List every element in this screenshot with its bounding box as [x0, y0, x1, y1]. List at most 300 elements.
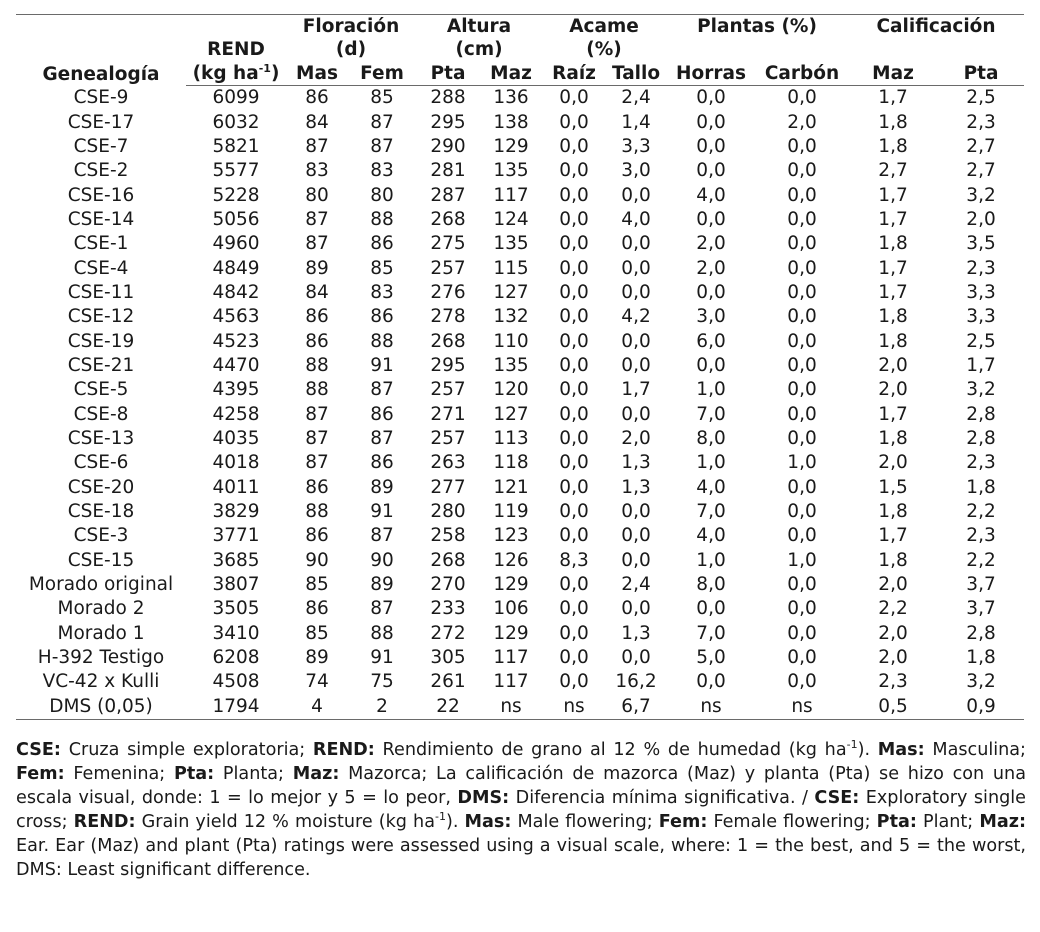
footnote-term: DMS:	[457, 788, 510, 808]
cell-tallo: 0,0	[621, 354, 651, 376]
cell-rend: 4258	[212, 403, 260, 425]
cell-tallo: 1,3	[621, 622, 651, 644]
cell-altura-pta: 271	[430, 403, 466, 425]
cell-genealogia: CSE-12	[67, 306, 135, 328]
table-row	[16, 86, 1024, 111]
cell-fem: 89	[370, 574, 394, 596]
cell-rend: 4508	[212, 671, 260, 693]
table-row	[16, 476, 1024, 500]
footnote-term: CSE:	[814, 788, 860, 808]
footnote-text: Mazorca; La calificación de mazorca (Maz) y planta (Pta) se hizo con una escala visual, donde: 1 = lo mejor y 5 = lo peor,	[16, 764, 1026, 808]
cell-mas: 86	[305, 476, 329, 498]
footnote-text: Femenina;	[64, 764, 174, 784]
header-calificacion: Calificación	[848, 15, 1024, 62]
cell-calif-pta: 1,7	[966, 354, 996, 376]
cell-altura-maz: 117	[493, 184, 529, 206]
cell-calif-maz: 0,5	[848, 695, 938, 720]
table-row	[16, 378, 1024, 402]
footnote-term: CSE:	[16, 740, 61, 760]
cell-horras: 0,0	[696, 671, 726, 693]
cell-calif-pta: 3,3	[966, 281, 996, 303]
cell-calif-maz: 2,0	[878, 622, 908, 644]
cell-calif-pta: 2,8	[966, 622, 996, 644]
cell-rend: 5577	[212, 160, 260, 182]
cell-mas: 87	[305, 403, 329, 425]
header-altura	[416, 15, 542, 62]
footnote-text: Planta;	[214, 764, 293, 784]
cell-altura-pta: 295	[430, 111, 466, 133]
cell-carbon: 0,0	[787, 354, 817, 376]
cell-calif-pta: 1,8	[966, 476, 996, 498]
cell-mas: 87	[305, 452, 329, 474]
header-calif-maz: Maz	[848, 61, 938, 86]
header-acame	[542, 15, 666, 62]
footnote-term: Pta:	[173, 764, 215, 784]
cell-raiz: 0,0	[559, 574, 589, 596]
header-rend: REND	[186, 15, 286, 62]
cell-fem: 86	[370, 403, 394, 425]
cell-raiz: 0,0	[559, 257, 589, 279]
cell-carbon: 0,0	[787, 476, 817, 498]
cell-mas: 86	[305, 330, 329, 352]
cell-altura-maz: 119	[493, 501, 529, 523]
cell-raiz: 8,3	[559, 549, 589, 571]
cell-altura-maz: 110	[493, 330, 529, 352]
cell-altura-maz: 106	[493, 598, 529, 620]
footnote-text: Masculina;	[924, 740, 1026, 760]
cell-carbon: 0,0	[787, 403, 817, 425]
footnote-text: ).	[857, 740, 878, 760]
cell-raiz: 0,0	[559, 403, 589, 425]
results-table	[16, 14, 1024, 720]
cell-rend: 4470	[212, 354, 260, 376]
cell-calif-maz: 2,3	[878, 671, 908, 693]
cell-rend: 4842	[212, 281, 260, 303]
cell-altura-maz: 135	[493, 233, 529, 255]
header-acame-label: Acame	[569, 16, 639, 37]
cell-rend: 4011	[212, 476, 260, 498]
cell-calif-maz: 2,7	[878, 160, 908, 182]
cell-altura-pta: 268	[430, 549, 466, 571]
cell-mas: 80	[305, 184, 329, 206]
cell-tallo: 6,7	[606, 695, 666, 720]
cell-carbon: 0,0	[787, 671, 817, 693]
cell-calif-maz: 1,8	[878, 306, 908, 328]
cell-raiz: 0,0	[559, 281, 589, 303]
table-row	[16, 573, 1024, 597]
cell-mas: 88	[305, 354, 329, 376]
cell-tallo: 1,3	[621, 476, 651, 498]
cell-tallo: 2,4	[621, 87, 651, 109]
table-footnote	[16, 738, 1026, 882]
cell-mas: 89	[305, 647, 329, 669]
cell-calif-pta: 2,8	[966, 403, 996, 425]
cell-altura-maz: 120	[493, 379, 529, 401]
cell-raiz: 0,0	[559, 452, 589, 474]
footnote-text: ).	[445, 812, 465, 832]
cell-calif-pta: 2,7	[966, 160, 996, 182]
cell-mas: 4	[286, 695, 348, 720]
cell-genealogia: CSE-13	[67, 427, 135, 449]
table-row	[16, 305, 1024, 329]
cell-altura-pta: 268	[430, 208, 466, 230]
cell-genealogia: CSE-6	[73, 452, 129, 474]
cell-altura-pta: 277	[430, 476, 466, 498]
footnote-text: Diferencia mínima significativa. /	[509, 788, 815, 808]
cell-altura-maz: 138	[493, 111, 529, 133]
cell-calif-pta: 2,7	[966, 135, 996, 157]
cell-raiz: 0,0	[559, 208, 589, 230]
cell-mas: 88	[305, 379, 329, 401]
footnote-term: REND:	[312, 740, 375, 760]
cell-horras: 0,0	[696, 354, 726, 376]
cell-horras: 0,0	[696, 111, 726, 133]
cell-fem: 87	[370, 135, 394, 157]
cell-altura-pta: 257	[430, 257, 466, 279]
cell-horras: 7,0	[696, 403, 726, 425]
cell-carbon: 0,0	[787, 574, 817, 596]
cell-genealogia: Morado original	[28, 574, 174, 596]
footnote-term: Maz:	[979, 812, 1026, 832]
cell-altura-maz: 132	[493, 306, 529, 328]
cell-mas: 86	[305, 525, 329, 547]
cell-altura-maz: 126	[493, 549, 529, 571]
cell-raiz: 0,0	[559, 354, 589, 376]
cell-altura-pta: 268	[430, 330, 466, 352]
cell-horras: 0,0	[696, 598, 726, 620]
cell-fem: 87	[370, 525, 394, 547]
cell-calif-maz: 2,0	[878, 647, 908, 669]
header-altura-maz: Maz	[480, 61, 542, 86]
cell-altura-pta: 258	[430, 525, 466, 547]
cell-carbon: 0,0	[787, 257, 817, 279]
cell-tallo: 1,7	[621, 379, 651, 401]
cell-calif-pta: 3,5	[966, 233, 996, 255]
footnote-text: Exploratory single cross;	[16, 788, 1026, 832]
cell-mas: 89	[305, 257, 329, 279]
cell-fem: 87	[370, 111, 394, 133]
table-row	[16, 670, 1024, 694]
cell-calif-pta: 3,2	[966, 184, 996, 206]
cell-mas: 83	[305, 160, 329, 182]
cell-calif-pta: 2,0	[966, 208, 996, 230]
cell-tallo: 3,3	[621, 135, 651, 157]
cell-mas: 84	[305, 281, 329, 303]
table-row	[16, 183, 1024, 207]
header-altura-unit: (cm)	[455, 39, 503, 60]
cell-raiz: 0,0	[559, 501, 589, 523]
cell-calif-pta: 2,2	[966, 549, 996, 571]
cell-mas: 86	[305, 306, 329, 328]
cell-genealogia: CSE-15	[67, 549, 135, 571]
cell-raiz: 0,0	[559, 160, 589, 182]
cell-calif-pta: 3,2	[966, 671, 996, 693]
rend-unit-pre: (kg ha	[192, 63, 259, 84]
cell-tallo: 4,0	[621, 208, 651, 230]
cell-fem: 86	[370, 452, 394, 474]
cell-tallo: 0,0	[621, 598, 651, 620]
header-fem: Fem	[348, 61, 416, 86]
cell-raiz: 0,0	[559, 87, 589, 109]
footnote-term: Pta:	[876, 812, 917, 832]
table-row	[16, 427, 1024, 451]
cell-altura-pta: 287	[430, 184, 466, 206]
cell-tallo: 0,0	[621, 525, 651, 547]
cell-calif-pta: 2,8	[966, 427, 996, 449]
cell-rend: 3771	[212, 525, 260, 547]
cell-rend: 3685	[212, 549, 260, 571]
header-raiz: Raíz	[542, 61, 606, 86]
cell-mas: 90	[305, 549, 329, 571]
cell-horras: 4,0	[696, 525, 726, 547]
cell-horras: 2,0	[696, 257, 726, 279]
cell-fem: 83	[370, 160, 394, 182]
cell-genealogia: Morado 2	[57, 598, 145, 620]
header-altura-label: Altura	[446, 16, 512, 37]
footnote-text: Plant;	[916, 812, 980, 832]
cell-altura-maz: 135	[493, 354, 529, 376]
table-row	[16, 451, 1024, 475]
cell-genealogia: CSE-14	[67, 208, 135, 230]
cell-rend: 3829	[212, 501, 260, 523]
cell-carbon: 0,0	[787, 501, 817, 523]
cell-carbon: 0,0	[787, 87, 817, 109]
cell-raiz: 0,0	[559, 306, 589, 328]
cell-altura-pta: 270	[430, 574, 466, 596]
table-row	[16, 695, 1024, 720]
footnote-term: REND:	[73, 812, 136, 832]
cell-mas: 87	[305, 427, 329, 449]
header-rend-unit	[186, 61, 286, 86]
cell-calif-maz: 1,8	[878, 427, 908, 449]
footnote-text: Cruza simple exploratoria;	[60, 740, 313, 760]
cell-horras: 1,0	[696, 549, 726, 571]
cell-altura-pta: 22	[416, 695, 480, 720]
cell-altura-maz: 124	[493, 208, 529, 230]
footnote-superscript: -1	[846, 738, 858, 751]
cell-altura-pta: 261	[430, 671, 466, 693]
cell-calif-maz: 2,0	[878, 354, 908, 376]
table-row	[16, 500, 1024, 524]
cell-rend: 6032	[212, 111, 260, 133]
cell-raiz: 0,0	[559, 184, 589, 206]
cell-horras: 7,0	[696, 501, 726, 523]
cell-altura-pta: 305	[430, 647, 466, 669]
table-row	[16, 281, 1024, 305]
cell-calif-maz: 2,0	[878, 574, 908, 596]
cell-fem: 90	[370, 549, 394, 571]
cell-raiz: 0,0	[559, 330, 589, 352]
cell-altura-maz: 118	[493, 452, 529, 474]
cell-rend: 4523	[212, 330, 260, 352]
cell-altura-maz: ns	[480, 695, 542, 720]
cell-rend: 5821	[212, 135, 260, 157]
cell-horras: 1,0	[696, 379, 726, 401]
cell-calif-maz: 1,7	[878, 403, 908, 425]
rend-unit-sup: -1	[258, 62, 271, 75]
cell-altura-maz: 117	[493, 647, 529, 669]
footnote-superscript: -1	[434, 810, 446, 823]
cell-rend: 6208	[212, 647, 260, 669]
cell-altura-pta: 257	[430, 379, 466, 401]
cell-carbon: 0,0	[787, 330, 817, 352]
cell-altura-maz: 135	[493, 160, 529, 182]
header-genealogia-top	[16, 15, 186, 86]
cell-horras: 0,0	[696, 281, 726, 303]
header-floracion	[286, 15, 416, 62]
footnote-text: Grain yield 12 % moisture (kg ha	[135, 812, 435, 832]
cell-tallo: 0,0	[621, 257, 651, 279]
cell-genealogia: CSE-11	[67, 281, 135, 303]
cell-tallo: 1,4	[621, 111, 651, 133]
cell-tallo: 1,3	[621, 452, 651, 474]
cell-carbon: 0,0	[787, 160, 817, 182]
cell-calif-maz: 1,7	[878, 525, 908, 547]
cell-tallo: 0,0	[621, 501, 651, 523]
header-acame-unit: (%)	[586, 39, 622, 60]
cell-horras: 8,0	[696, 574, 726, 596]
cell-rend: 6099	[212, 87, 260, 109]
cell-horras: 7,0	[696, 622, 726, 644]
table-row	[16, 135, 1024, 159]
cell-raiz: 0,0	[559, 671, 589, 693]
cell-calif-pta: 2,5	[966, 330, 996, 352]
cell-tallo: 0,0	[621, 330, 651, 352]
cell-rend: 3505	[212, 598, 260, 620]
cell-genealogia: CSE-7	[73, 135, 129, 157]
header-genealogia: Genealogía	[42, 63, 160, 85]
table-row	[16, 208, 1024, 232]
table-row	[16, 597, 1024, 621]
cell-genealogia: CSE-3	[73, 525, 129, 547]
cell-altura-maz: 113	[493, 427, 529, 449]
cell-fem: 88	[370, 208, 394, 230]
cell-horras: ns	[666, 695, 756, 720]
cell-calif-maz: 1,8	[878, 330, 908, 352]
cell-mas: 86	[305, 598, 329, 620]
cell-raiz: 0,0	[559, 622, 589, 644]
table-row	[16, 329, 1024, 353]
cell-rend: 4960	[212, 233, 260, 255]
cell-rend: 4018	[212, 452, 260, 474]
cell-altura-maz: 115	[493, 257, 529, 279]
cell-calif-pta: 2,3	[966, 452, 996, 474]
cell-calif-maz: 1,7	[878, 184, 908, 206]
cell-fem: 91	[370, 501, 394, 523]
cell-altura-pta: 295	[430, 354, 466, 376]
cell-calif-pta: 3,7	[966, 598, 996, 620]
cell-calif-maz: 1,7	[878, 257, 908, 279]
cell-fem: 88	[370, 622, 394, 644]
footnote-term: Fem:	[16, 764, 65, 784]
cell-carbon: 0,0	[787, 598, 817, 620]
cell-mas: 74	[305, 671, 329, 693]
cell-calif-maz: 1,7	[878, 208, 908, 230]
cell-carbon: 0,0	[787, 379, 817, 401]
cell-raiz: ns	[542, 695, 606, 720]
header-carbon: Carbón	[756, 61, 848, 86]
footnote-text: Female flowering;	[707, 812, 877, 832]
footnote-text: Male flowering;	[511, 812, 659, 832]
table-row	[16, 402, 1024, 426]
cell-tallo: 0,0	[621, 403, 651, 425]
cell-tallo: 0,0	[621, 281, 651, 303]
cell-altura-pta: 275	[430, 233, 466, 255]
table-row	[16, 159, 1024, 183]
cell-calif-maz: 1,8	[878, 501, 908, 523]
header-tallo: Tallo	[606, 61, 666, 86]
cell-fem: 85	[370, 257, 394, 279]
cell-altura-pta: 290	[430, 135, 466, 157]
cell-fem: 83	[370, 281, 394, 303]
table-row	[16, 524, 1024, 548]
header-calif-pta: Pta	[938, 61, 1024, 86]
cell-horras: 0,0	[696, 208, 726, 230]
cell-raiz: 0,0	[559, 598, 589, 620]
cell-calif-pta: 3,7	[966, 574, 996, 596]
cell-fem: 80	[370, 184, 394, 206]
footnote-text: Ear. Ear (Maz) and plant (Pta) ratings were assessed using a visual scale, where: 1 = the best, and 5 = the worst, DMS: Least significant difference.	[16, 836, 1026, 880]
cell-tallo: 0,0	[621, 549, 651, 571]
cell-rend: 3410	[212, 622, 260, 644]
cell-raiz: 0,0	[559, 427, 589, 449]
cell-altura-maz: 129	[493, 135, 529, 157]
cell-fem: 86	[370, 233, 394, 255]
cell-tallo: 2,4	[621, 574, 651, 596]
cell-genealogia: H-392 Testigo	[37, 647, 165, 669]
cell-calif-pta: 1,8	[966, 647, 996, 669]
cell-tallo: 0,0	[621, 647, 651, 669]
cell-altura-maz: 121	[493, 476, 529, 498]
footnote-term: Mas:	[464, 812, 512, 832]
cell-altura-pta: 280	[430, 501, 466, 523]
cell-genealogia: CSE-16	[67, 184, 135, 206]
cell-horras: 1,0	[696, 452, 726, 474]
cell-genealogia: CSE-4	[73, 257, 129, 279]
cell-altura-maz: 123	[493, 525, 529, 547]
cell-altura-pta: 278	[430, 306, 466, 328]
cell-fem: 88	[370, 330, 394, 352]
cell-carbon: 0,0	[787, 622, 817, 644]
header-floracion-unit: (d)	[335, 39, 367, 60]
cell-horras: 8,0	[696, 427, 726, 449]
cell-calif-pta: 0,9	[938, 695, 1024, 720]
cell-fem: 89	[370, 476, 394, 498]
cell-genealogia: CSE-19	[67, 330, 135, 352]
cell-mas: 85	[305, 574, 329, 596]
cell-rend: 4395	[212, 379, 260, 401]
cell-genealogia: CSE-21	[67, 354, 135, 376]
table-row	[16, 646, 1024, 670]
cell-fem: 87	[370, 598, 394, 620]
cell-raiz: 0,0	[559, 525, 589, 547]
cell-calif-pta: 2,5	[966, 87, 996, 109]
cell-calif-maz: 2,2	[878, 598, 908, 620]
cell-carbon: 2,0	[787, 111, 817, 133]
cell-mas: 87	[305, 135, 329, 157]
cell-tallo: 4,2	[621, 306, 651, 328]
cell-tallo: 3,0	[621, 160, 651, 182]
cell-genealogia: CSE-20	[67, 476, 135, 498]
cell-mas: 87	[305, 233, 329, 255]
cell-altura-pta: 288	[430, 87, 466, 109]
cell-altura-maz: 129	[493, 574, 529, 596]
cell-genealogia: DMS (0,05)	[16, 695, 186, 720]
footnote-term: Mas:	[877, 740, 925, 760]
cell-rend: 4563	[212, 306, 260, 328]
header-altura-pta: Pta	[416, 61, 480, 86]
cell-altura-pta: 263	[430, 452, 466, 474]
